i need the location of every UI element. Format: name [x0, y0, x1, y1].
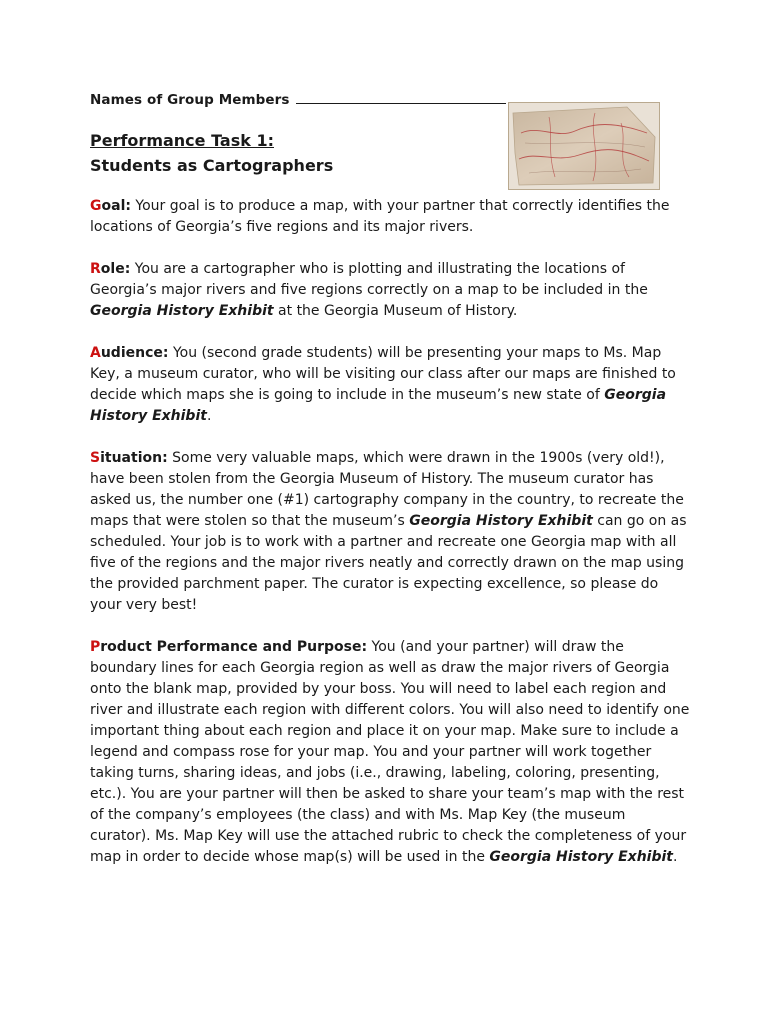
goal-paragraph: [90, 196, 690, 238]
audience-text-before: You (second grade students) will be presenting your maps to Ms. Map Key, a museum curator, who will be visiting our class after our maps are finished to decide which maps she is going to include in the museum’s new state of: [90, 345, 676, 403]
task-content: [90, 196, 690, 889]
product-paragraph: [90, 637, 690, 868]
names-label: Names of Group Members: [90, 92, 290, 108]
task-subtitle: Students as Cartographers: [90, 156, 334, 175]
goal-initial: G: [90, 198, 102, 214]
product-label: roduct Performance and Purpose:: [100, 639, 368, 655]
role-label: ole:: [100, 261, 131, 277]
situation-exhibit-name: Georgia History Exhibit: [409, 513, 593, 529]
product-text-after: .: [672, 849, 678, 865]
role-text-before: You are a cartographer who is plotting and illustrating the locations of Georgia’s major rivers and five regions correctly on a map to be included in the: [90, 261, 648, 298]
task-title: Performance Task 1:: [90, 131, 274, 150]
role-initial: R: [90, 261, 101, 277]
situation-label: ituation:: [100, 450, 168, 466]
goal-label: oal:: [101, 198, 131, 214]
audience-text-after: .: [206, 408, 212, 424]
product-exhibit-name: Georgia History Exhibit: [489, 849, 673, 865]
parchment-map-image: [508, 102, 660, 190]
audience-exhibit-name: Georgia History Exhibit: [90, 387, 667, 424]
situation-paragraph: [90, 448, 690, 616]
product-initial: P: [90, 639, 101, 655]
goal-text: Your goal is to produce a map, with your partner that correctly identifies the locations of Georgia’s five regions and its major rivers.: [90, 198, 670, 235]
audience-initial: A: [90, 345, 101, 361]
role-text-after: at the Georgia Museum of History.: [278, 303, 518, 319]
names-field: [90, 91, 506, 108]
names-blank-line[interactable]: [296, 91, 506, 104]
audience-paragraph: [90, 343, 690, 427]
situation-text-after: can go on as scheduled. Your job is to work with a partner and recreate one Georgia map with all five of the regions and the major rivers neatly and correctly drawn on the map using the provided parchment paper. The curator is expecting excellence, so please do your very best!: [90, 513, 687, 613]
situation-text-before: Some very valuable maps, which were drawn in the 1900s (very old!), have been stolen from the Georgia Museum of History. The museum curator has asked us, the number one (#1) cartography company in the country, to recreate the maps that were stolen so that the museum’s: [90, 450, 684, 529]
situation-initial: S: [90, 450, 101, 466]
audience-label: udience:: [100, 345, 169, 361]
product-text-before: You (and your partner) will draw the boundary lines for each Georgia region as well as draw the major rivers of Georgia onto the blank map, provided by your boss. You will need to label each region and river and illustrate each region with different colors. You will also need to identify one important thing about each region and place it on your map. Make sure to include a legend and compass rose for your map. You and your partner will work together taking turns, sharing ideas, and jobs (i.e., drawing, labeling, coloring, presenting, etc.). You are your partner will then be asked to share your team’s map with the rest of the company’s employees (the class) and with Ms. Map Key (the museum curator). Ms. Map Key will use the attached rubric to check the completeness of your map in order to decide whose map(s) will be used in the: [90, 639, 690, 865]
role-exhibit-name: Georgia History Exhibit: [90, 303, 274, 319]
role-paragraph: [90, 259, 690, 322]
